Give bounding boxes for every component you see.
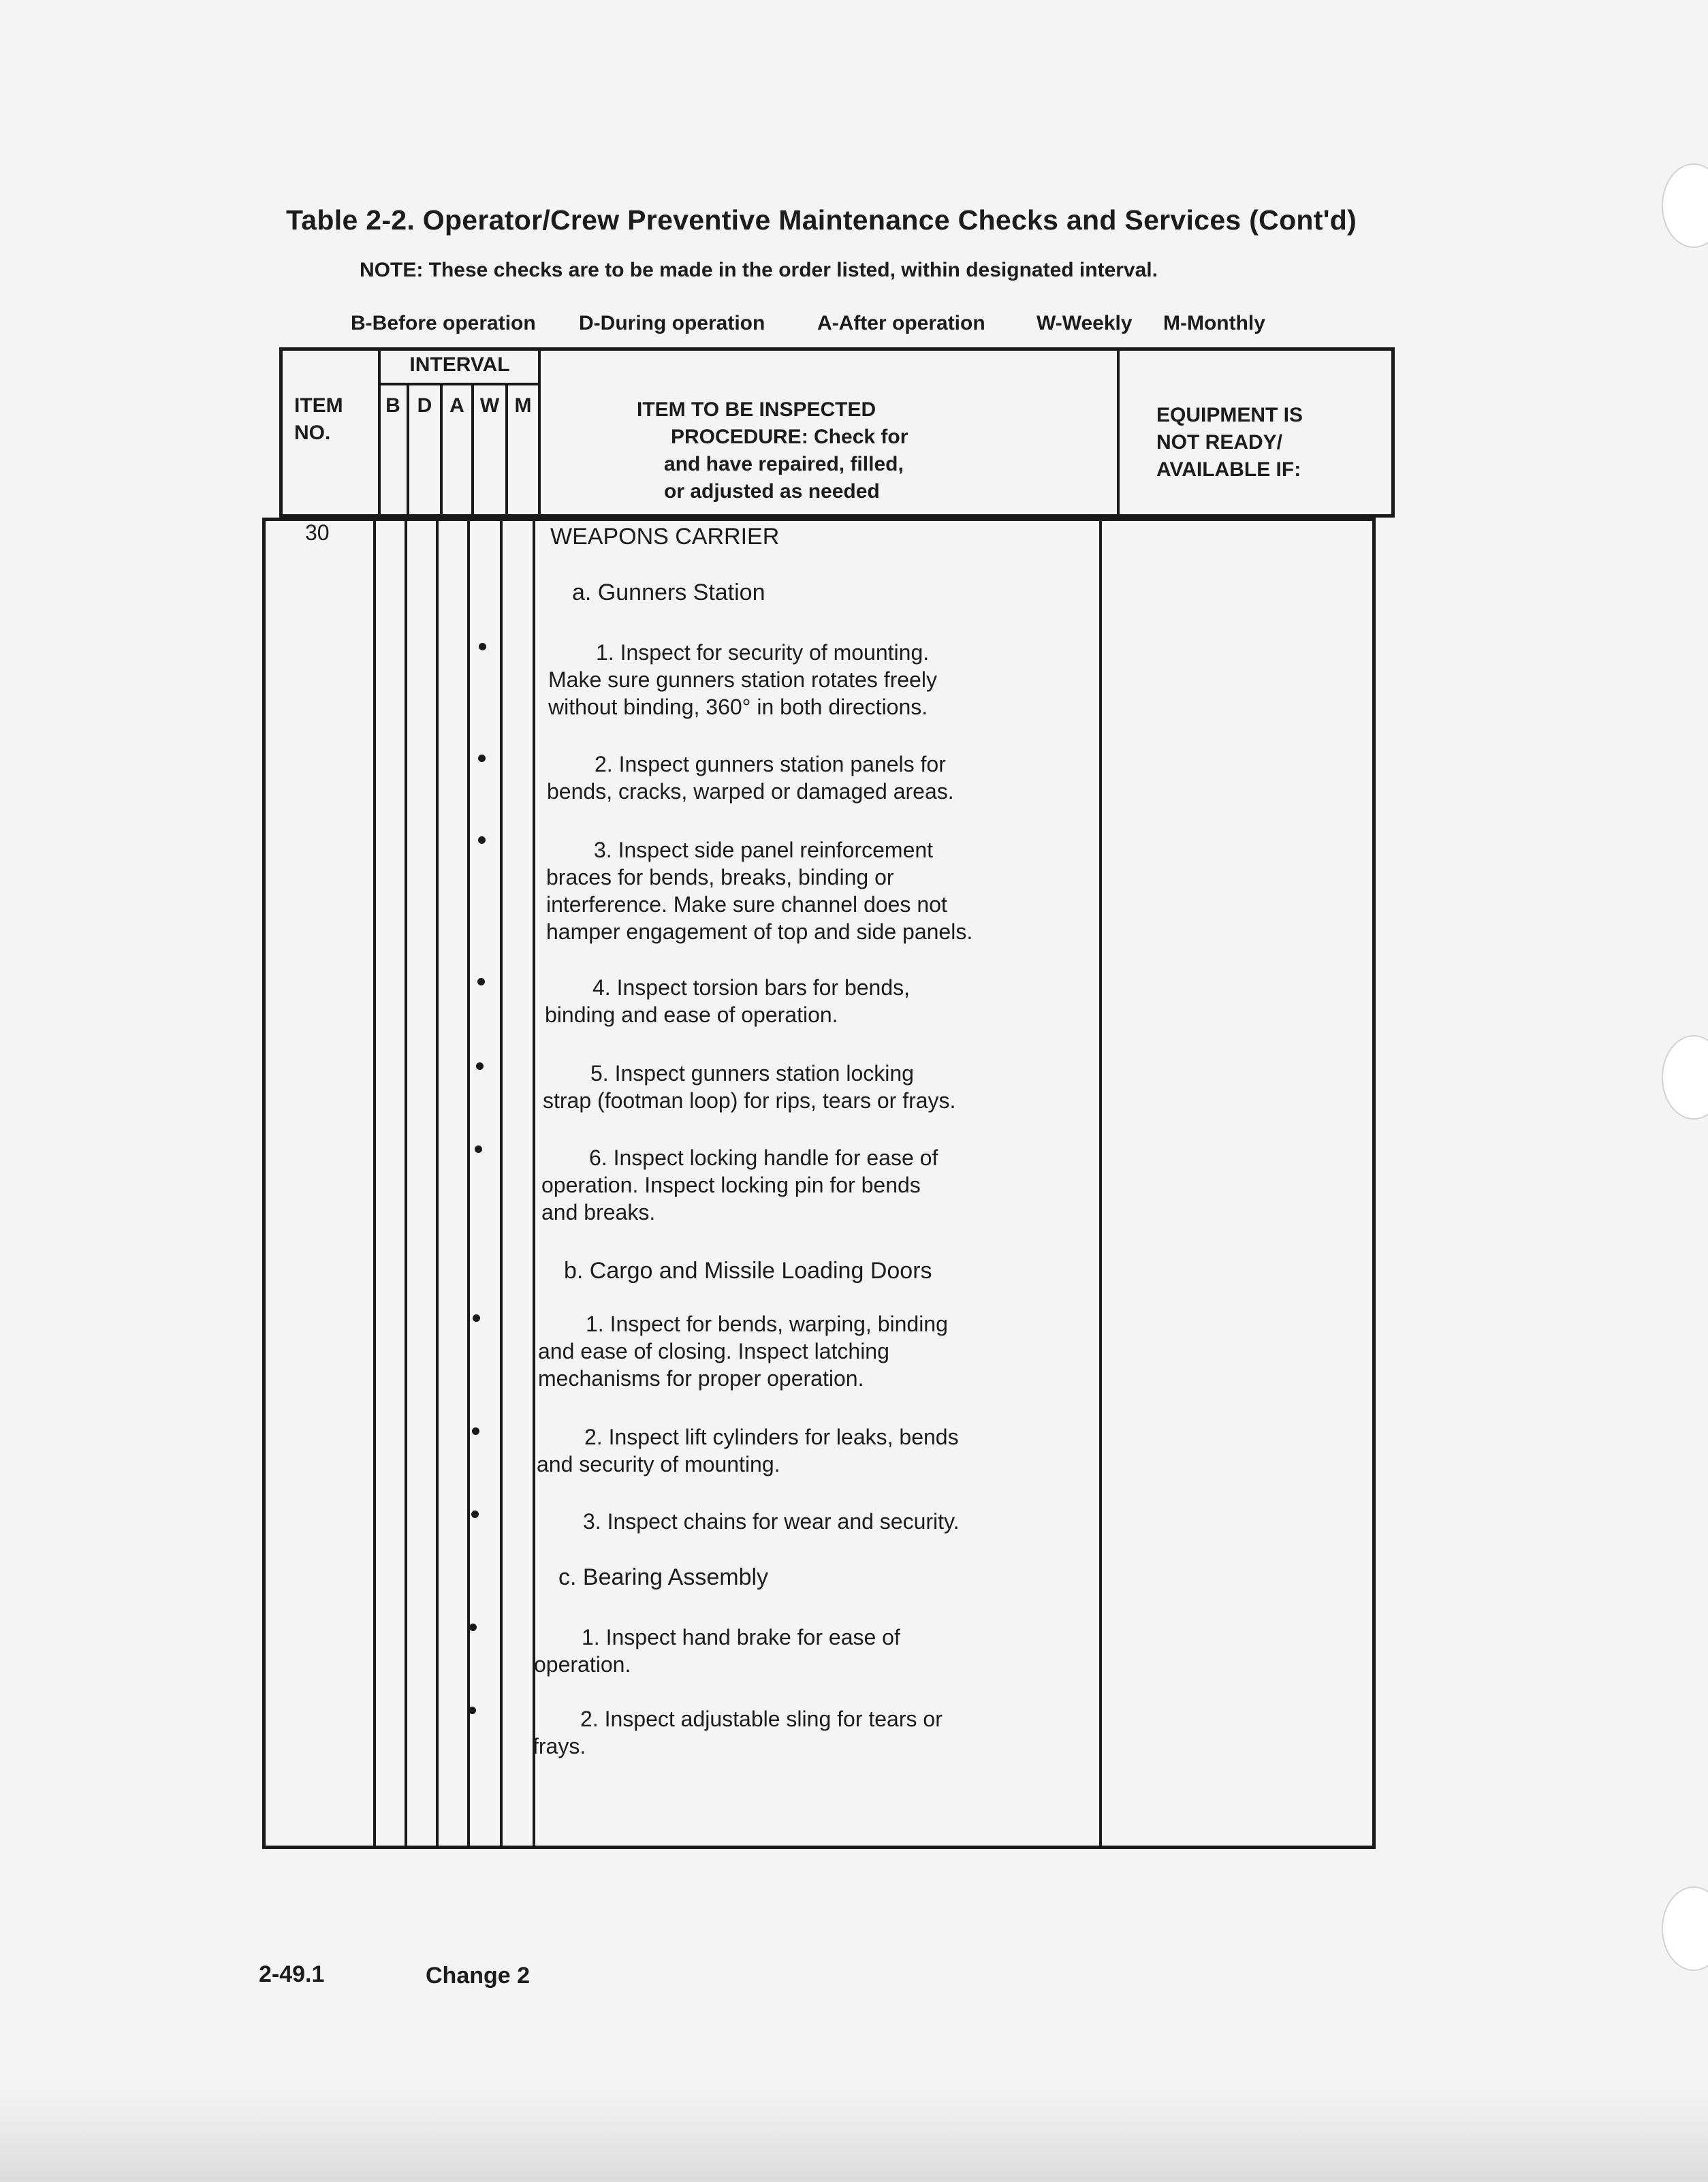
step-line: 4. Inspect torsion bars for bends, — [592, 975, 911, 1000]
body-col-line — [500, 518, 503, 1849]
section-title-a: a. Gunners Station — [572, 580, 765, 605]
step-line: operation. Inspect locking pin for bends — [541, 1173, 921, 1197]
step-b-3 — [535, 1508, 960, 1535]
not-ready-header-line-3: AVAILABLE IF: — [1156, 458, 1301, 481]
step-line: 2. Inspect lift cylinders for leaks, bends — [584, 1425, 959, 1449]
step-line: 1. Inspect for bends, warping, binding — [586, 1312, 948, 1336]
body-col-line — [373, 518, 376, 1849]
step-b-1 — [538, 1310, 948, 1392]
step-line: binding and ease of operation. — [545, 1002, 838, 1027]
page-number: 2-49.1 — [259, 1961, 325, 1987]
step-line: 2. Inspect adjustable sling for tears or — [580, 1707, 943, 1731]
weekly-interval-dot — [477, 978, 485, 985]
body-col-line — [1099, 518, 1102, 1849]
legend-during: D-During operation — [579, 312, 765, 334]
change-number: Change 2 — [426, 1963, 531, 1989]
table-title: Table 2-2. Operator/Crew Preventive Maintenance Checks and Services (Cont'd) — [286, 204, 1357, 236]
step-line: mechanisms for proper operation. — [538, 1366, 864, 1391]
legend-monthly: M-Monthly — [1163, 312, 1265, 334]
step-line: operation. — [534, 1652, 631, 1677]
interval-col-w: W — [479, 394, 500, 417]
weekly-interval-dot — [476, 1062, 484, 1070]
not-ready-header-line-1: EQUIPMENT IS — [1156, 404, 1303, 426]
weekly-interval-dot — [479, 643, 486, 650]
header-col-line — [378, 347, 381, 518]
header-col-line — [1117, 347, 1120, 518]
legend-weekly: W-Weekly — [1037, 312, 1133, 334]
weekly-interval-dot — [478, 755, 486, 762]
step-line: 3. Inspect chains for wear and security. — [583, 1509, 960, 1534]
interval-col-a: A — [449, 394, 464, 417]
step-line: 5. Inspect gunners station locking — [590, 1061, 914, 1086]
step-a-5 — [543, 1060, 955, 1114]
step-line: bends, cracks, warped or damaged areas. — [547, 779, 954, 804]
weekly-interval-dot — [478, 836, 486, 844]
weekly-interval-dot — [471, 1511, 479, 1518]
inspected-header — [637, 396, 908, 505]
not-ready-header-line-2: NOT READY/ — [1156, 431, 1283, 454]
step-a-3 — [546, 836, 972, 945]
step-c-2 — [533, 1705, 943, 1760]
step-a-6 — [541, 1144, 938, 1226]
step-line: strap (footman loop) for rips, tears or frays. — [543, 1088, 956, 1113]
step-line: frays. — [533, 1734, 586, 1758]
weekly-interval-dot — [469, 1624, 477, 1631]
step-line: 3. Inspect side panel reinforcement — [594, 838, 934, 862]
step-line: without binding, 360° in both directions. — [548, 695, 928, 719]
step-line: 2. Inspect gunners station panels for — [595, 752, 946, 776]
inspected-header-line-3: and have repaired, filled, — [664, 453, 904, 475]
step-line: 1. Inspect hand brake for ease of — [582, 1625, 900, 1649]
inspected-header-line-1: ITEM TO BE INSPECTED — [637, 398, 876, 421]
item-no-header-line-2: NO. — [294, 422, 331, 444]
step-a-2 — [547, 750, 954, 805]
step-line: and ease of closing. Inspect latching — [538, 1339, 889, 1363]
interval-col-d: D — [417, 394, 432, 417]
body-col-line — [405, 518, 407, 1849]
not-ready-header — [1156, 402, 1303, 484]
body-col-line — [467, 518, 470, 1849]
section-title-b: b. Cargo and Missile Loading Doors — [564, 1258, 932, 1284]
weekly-interval-dot — [472, 1427, 479, 1435]
interval-divider — [378, 383, 540, 385]
table-note: NOTE: These checks are to be made in the order listed, within designated interval. — [360, 259, 1158, 281]
binder-hole-middle — [1662, 1035, 1708, 1120]
step-line: Make sure gunners station rotates freely — [548, 667, 937, 692]
step-line: interference. Make sure channel does not — [546, 892, 947, 917]
interval-col-b: B — [385, 394, 400, 417]
step-line: 1. Inspect for security of mounting. — [596, 640, 930, 665]
interval-header: INTERVAL — [409, 353, 510, 376]
step-line: hamper engagement of top and side panels. — [546, 919, 973, 944]
section-title-c: c. Bearing Assembly — [558, 1564, 769, 1590]
legend-after: A-After operation — [817, 312, 985, 334]
step-a-4 — [545, 974, 910, 1028]
inspected-header-line-4: or adjusted as needed — [664, 480, 880, 503]
step-c-1 — [534, 1624, 900, 1678]
item-number: 30 — [305, 520, 330, 545]
inspected-header-line-2: PROCEDURE: Check for — [671, 426, 908, 448]
interval-col-m: M — [514, 394, 532, 417]
weekly-interval-dot — [475, 1145, 482, 1153]
binder-hole-top — [1662, 163, 1708, 248]
header-col-line — [538, 347, 541, 518]
step-line: and breaks. — [541, 1200, 656, 1224]
scan-shadow — [0, 2087, 1708, 2182]
step-b-2 — [537, 1423, 959, 1478]
step-line: 6. Inspect locking handle for ease of — [589, 1145, 938, 1170]
step-line: and security of mounting. — [537, 1452, 780, 1476]
binder-hole-bottom — [1662, 1886, 1708, 1971]
item-no-header-line-1: ITEM — [294, 394, 343, 417]
weekly-interval-dot — [473, 1314, 480, 1322]
weekly-interval-dot — [469, 1707, 476, 1714]
step-line: braces for bends, breaks, binding or — [546, 865, 894, 889]
body-col-line — [436, 518, 439, 1849]
legend-before: B-Before operation — [351, 312, 536, 334]
item-name: WEAPONS CARRIER — [550, 524, 780, 550]
step-a-1 — [548, 639, 937, 721]
item-no-header — [294, 392, 343, 447]
